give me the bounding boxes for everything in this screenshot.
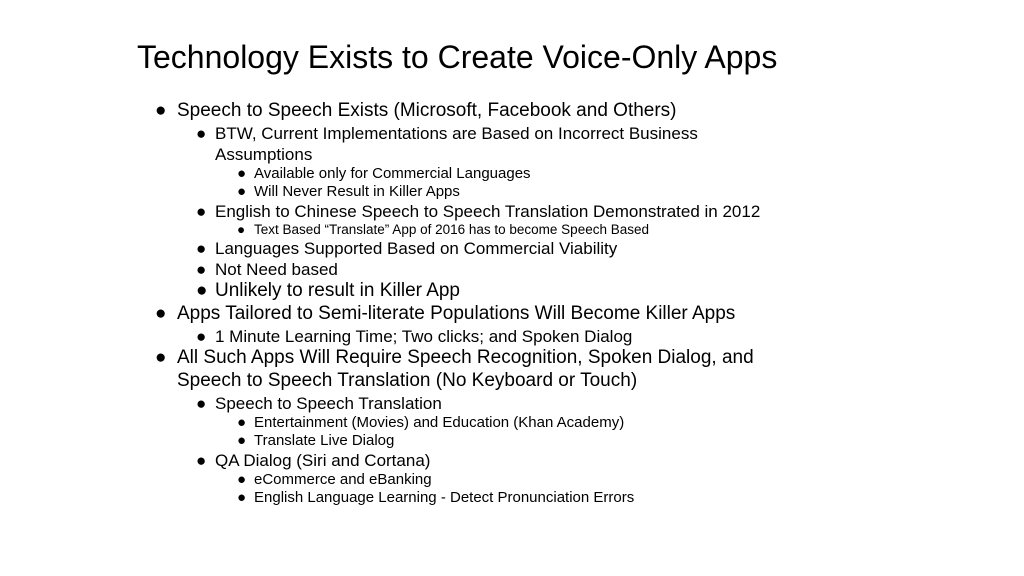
- bullet-text: English to Chinese Speech to Speech Translation Demonstrated in 2012: [215, 202, 761, 221]
- bullet-text: English Language Learning - Detect Pronunciation Errors: [254, 489, 635, 506]
- bullet-icon: ●: [237, 471, 247, 488]
- bullet-icon: ●: [237, 489, 247, 506]
- bullet-text: Not Need based: [215, 260, 338, 279]
- bullet-icon: ●: [196, 239, 207, 258]
- bullet-text: Unlikely to result in Killer App: [215, 280, 460, 301]
- bullet-icon: ●: [196, 260, 207, 279]
- bullet-icon: ●: [196, 327, 207, 346]
- bullet-icon: ●: [196, 124, 207, 143]
- bullet-text: Entertainment (Movies) and Education (Khan Academy): [254, 414, 625, 431]
- bullet-icon: ●: [155, 100, 167, 121]
- bullet-icon: ●: [196, 202, 207, 221]
- bullet-icon: ●: [237, 432, 247, 449]
- bullet-text: Available only for Commercial Languages: [254, 165, 531, 182]
- bullet-icon: ●: [155, 347, 167, 368]
- bullet-icon: ●: [196, 280, 208, 301]
- bullet-text: Text Based “Translate” App of 2016 has to become Speech Based: [254, 222, 649, 237]
- bullet-text: BTW, Current Implementations are Based on Incorrect Business: [215, 124, 698, 143]
- bullet-text: Apps Tailored to Semi-literate Populations Will Become Killer Apps: [177, 303, 736, 324]
- bullet-text: Will Never Result in Killer Apps: [254, 183, 460, 200]
- bullet-text: Languages Supported Based on Commercial Viability: [215, 239, 618, 258]
- bullet-icon: ●: [196, 394, 207, 413]
- bullet-text: All Such Apps Will Require Speech Recognition, Spoken Dialog, and: [177, 347, 754, 368]
- bullet-text: Speech to Speech Translation (No Keyboard or Touch): [177, 370, 638, 391]
- bullet-icon: ●: [237, 165, 247, 182]
- bullet-icon: ●: [155, 303, 167, 324]
- bullet-icon: ●: [237, 183, 247, 200]
- bullet-text: eCommerce and eBanking: [254, 471, 432, 488]
- bullet-icon: ●: [237, 414, 247, 431]
- bullet-icon: ●: [237, 222, 246, 237]
- slide-title: Technology Exists to Create Voice-Only Apps: [137, 39, 778, 75]
- bullet-text: 1 Minute Learning Time; Two clicks; and Spoken Dialog: [215, 327, 633, 346]
- bullet-text: Translate Live Dialog: [254, 432, 395, 449]
- bullet-icon: ●: [196, 451, 207, 470]
- bullet-text: Speech to Speech Exists (Microsoft, Facebook and Others): [177, 100, 677, 121]
- bullet-text: QA Dialog (Siri and Cortana): [215, 451, 431, 470]
- bullet-text: Speech to Speech Translation: [215, 394, 442, 413]
- bullet-text: Assumptions: [215, 145, 313, 164]
